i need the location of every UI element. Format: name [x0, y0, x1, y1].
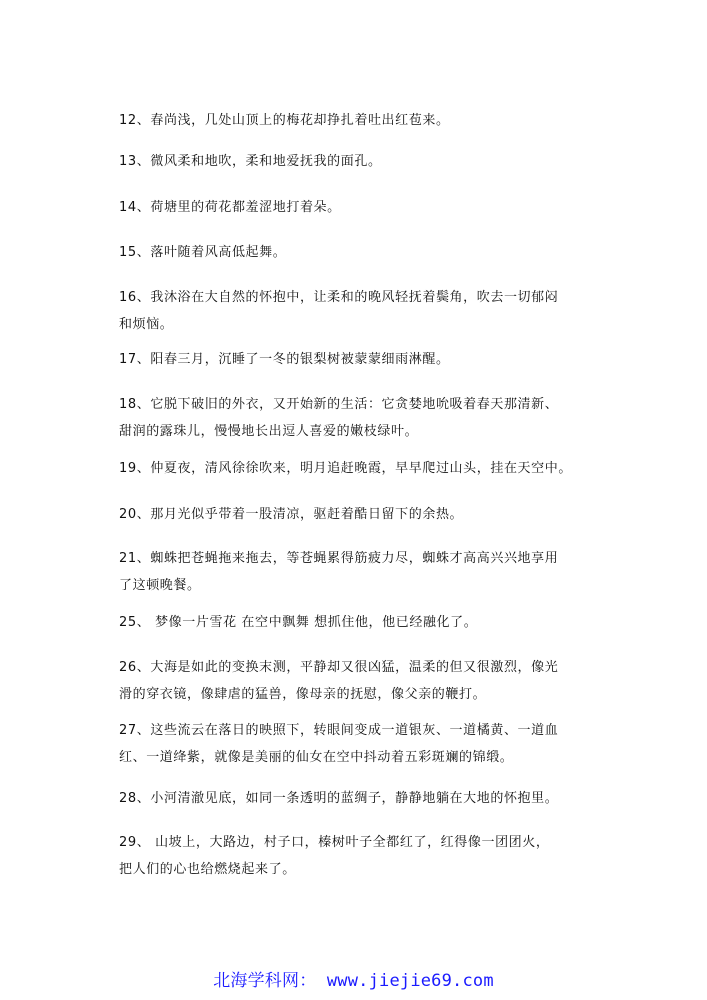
sentence-item-18 [119, 391, 589, 445]
sentence-line: 16、我沐浴在大自然的怀抱中，让柔和的晚风轻抚着鬓角，吹去一切郁闷 [119, 290, 559, 305]
sentence-item-16 [119, 284, 589, 338]
sentence-line: 21、蜘蛛把苍蝇拖来拖去，等苍蝇累得筋疲力尽，蜘蛛才高高兴兴地享用 [119, 551, 559, 566]
sentence-line: 19、仲夏夜，清风徐徐吹来，明月追赶晚霞，早早爬过山头，挂在天空中。 [119, 461, 572, 476]
sentence-line: 20、那月光似乎带着一股清凉，驱赶着酷日留下的余热。 [119, 507, 464, 522]
sentence-line: 25、 梦像一片雪花 在空中飘舞 想抓住他，他已经融化了。 [119, 615, 478, 630]
sentence-line: 甜润的露珠儿，慢慢地长出逗人喜爱的嫩枝绿叶。 [119, 424, 419, 439]
sentence-item-20 [119, 501, 589, 528]
sentence-line: 15、落叶随着风高低起舞。 [119, 245, 287, 260]
sentence-item-21 [119, 545, 589, 599]
sentence-item-17 [119, 346, 589, 373]
sentence-line: 滑的穿衣镜，像肆虐的猛兽，像母亲的抚慰，像父亲的鞭打。 [119, 687, 487, 702]
sentence-item-19 [119, 455, 589, 482]
sentence-item-25 [119, 609, 589, 636]
sentence-item-12 [119, 107, 589, 134]
sentence-item-13 [119, 148, 589, 175]
sentence-item-15 [119, 239, 589, 266]
sentence-line: 了这顿晚餐。 [119, 578, 201, 593]
sentence-line: 28、小河清澈见底，如同一条透明的蓝绸子，静静地躺在大地的怀抱里。 [119, 791, 559, 806]
sentence-line: 26、大海是如此的变换末测，平静却又很凶猛，温柔的但又很激烈，像光 [119, 660, 559, 675]
sentence-item-26 [119, 654, 589, 708]
footer-watermark-link[interactable]: 北海学科网： www.jiejie69.com [213, 971, 494, 991]
sentence-line: 把人们的心也给燃烧起来了。 [119, 862, 296, 877]
sentence-item-28 [119, 785, 589, 812]
sentence-line: 18、它脱下破旧的外衣，又开始新的生活：它贪婪地吮吸着春天那清新、 [119, 397, 559, 412]
sentence-line: 29、 山坡上，大路边，村子口，榛树叶子全都红了，红得像一团团火， [119, 835, 550, 850]
sentence-item-27 [119, 717, 589, 771]
sentence-line: 和烦恼。 [119, 317, 174, 332]
sentence-line: 17、阳春三月，沉睡了一冬的银梨树被蒙蒙细雨淋醒。 [119, 352, 450, 367]
sentence-line: 14、荷塘里的荷花都羞涩地打着朵。 [119, 200, 341, 215]
sentence-item-29 [119, 829, 589, 883]
sentence-item-14 [119, 194, 589, 221]
sentence-line: 27、这些流云在落日的映照下，转眼间变成一道银灰、一道橘黄、一道血 [119, 723, 559, 738]
sentence-line: 13、微风柔和地吹，柔和地爱抚我的面孔。 [119, 154, 382, 169]
sentence-line: 红、一道绛紫，就像是美丽的仙女在空中抖动着五彩斑斓的锦缎。 [119, 750, 514, 765]
sentence-line: 12、春尚浅，几处山顶上的梅花却挣扎着吐出红苞来。 [119, 113, 450, 128]
